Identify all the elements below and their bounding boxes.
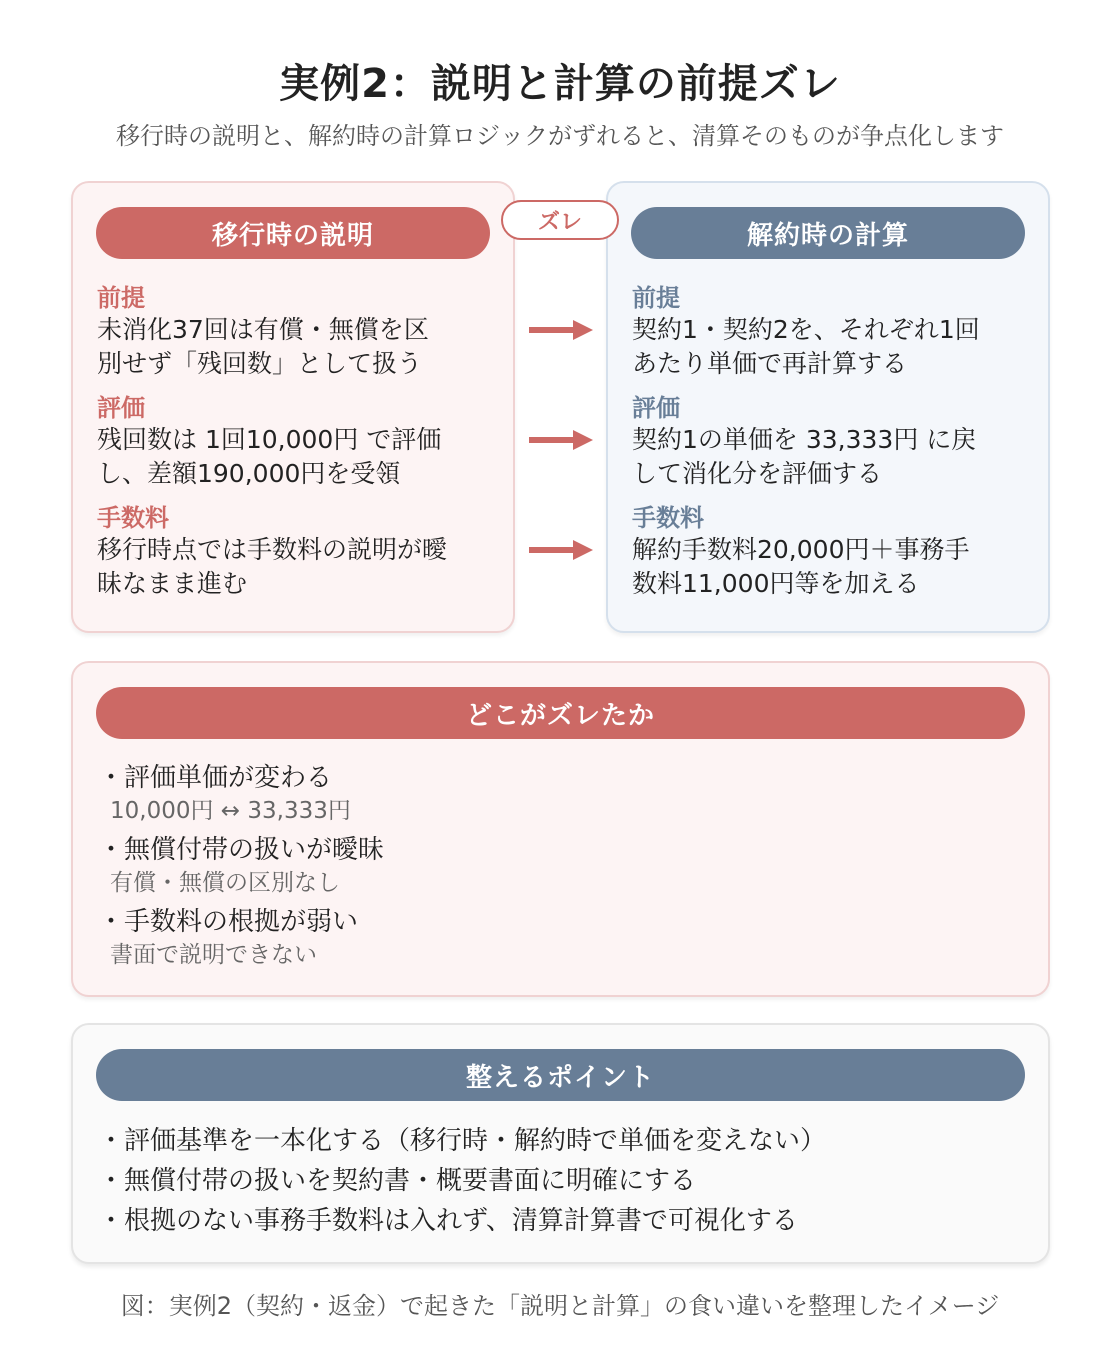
section-text-line: 未消化37回は有償・無償を区 [97, 315, 429, 344]
gap-item [98, 905, 998, 971]
section-text-line: 昧なまま進む [97, 569, 248, 598]
point-item: ・無償付帯の扱いを契約書・概要書面に明確にする [98, 1166, 697, 1196]
gap-item-title: ・手数料の根拠が弱い [98, 907, 359, 937]
gap-item-detail: 書面で説明できない [110, 942, 317, 968]
section-text-line: 移行時点では手数料の説明が曖 [97, 535, 448, 564]
section-label: 手数料 [97, 504, 169, 532]
section-label: 前提 [632, 284, 680, 312]
gap-item [98, 833, 998, 899]
section-text-line: 別せず「残回数」として扱う [97, 349, 423, 378]
calculation-evaluation [632, 393, 1042, 491]
section-text-line: あたり単価で再計算する [632, 349, 908, 378]
page-subtitle: 移行時の説明と、解約時の計算ロジックがずれると、清算そのものが争点化します [116, 122, 1004, 150]
point-item: ・根拠のない事務手数料は入れず、清算計算書で可視化する [98, 1206, 798, 1236]
explanation-fees [97, 503, 507, 601]
arrow-right-icon [529, 430, 593, 450]
mismatch-badge: ズレ [501, 200, 619, 240]
calculation-fees [632, 503, 1042, 601]
arrow-right-icon [529, 540, 593, 560]
gap-item-detail: 10,000円 ↔ 33,333円 [110, 798, 351, 824]
calculation-heading: 解約時の計算 [631, 207, 1025, 259]
gap-list [98, 761, 998, 971]
points-list [98, 1121, 1018, 1241]
figure-caption: 図：実例2（契約・返金）で起きた「説明と計算」の食い違いを整理したイメージ [120, 1292, 1000, 1320]
calculation-premise [632, 283, 1042, 381]
gap-heading: どこがズレたか [96, 687, 1025, 739]
point-item: ・評価基準を一本化する（移行時・解約時で単価を変えない） [98, 1126, 827, 1156]
section-label: 評価 [97, 394, 145, 422]
section-text-line: し、差額190,000円を受領 [97, 459, 401, 488]
section-text-line: 契約1・契約2を、それぞれ1回 [632, 315, 980, 344]
section-text-line: 残回数は 1回10,000円 で評価 [97, 425, 442, 454]
points-heading: 整えるポイント [96, 1049, 1025, 1101]
section-text-line: 数料11,000円等を加える [632, 569, 920, 598]
section-label: 前提 [97, 284, 145, 312]
section-label: 評価 [632, 394, 680, 422]
explanation-heading: 移行時の説明 [96, 207, 490, 259]
section-label: 手数料 [632, 504, 704, 532]
gap-item [98, 761, 998, 827]
gap-item-detail: 有償・無償の区別なし [110, 870, 340, 896]
arrow-right-icon [529, 320, 593, 340]
section-text-line: して消化分を評価する [632, 459, 883, 488]
section-text-line: 契約1の単価を 33,333円 に戻 [632, 425, 977, 454]
explanation-evaluation [97, 393, 507, 491]
gap-item-title: ・評価単価が変わる [98, 763, 333, 793]
section-text-line: 解約手数料20,000円＋事務手 [632, 535, 970, 564]
page-title: 実例2：説明と計算の前提ズレ [279, 61, 841, 107]
gap-item-title: ・無償付帯の扱いが曖昧 [98, 835, 385, 865]
explanation-premise [97, 283, 507, 381]
